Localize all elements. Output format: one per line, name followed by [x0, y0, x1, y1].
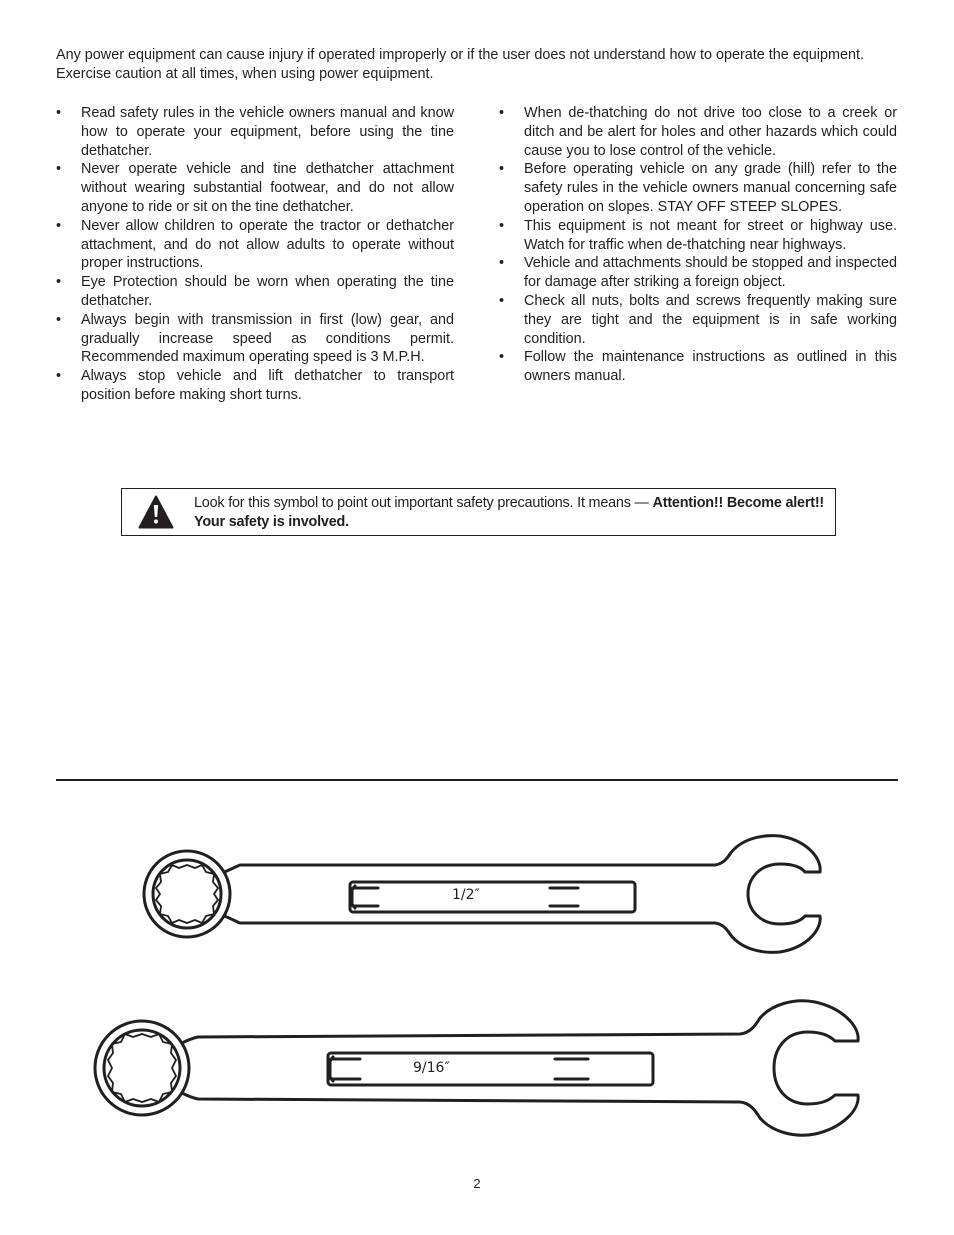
intro-paragraph: Any power equipment can cause injury if operated improperly or if the user does not understand how to operate the equipment. Exercise caution at all times, when using power equipment.	[56, 47, 864, 82]
wrench-size-label: 9/16″	[413, 1060, 450, 1076]
list-item: • Before operating vehicle on any grade (hill) refer to the safety rules in the vehicle owners manual concerning safe operation on slopes. STAY OFF STEEP SLOPES.	[499, 161, 897, 215]
list-item: • Check all nuts, bolts and screws frequently making sure they are tight and the equipment is in safe working condition.	[499, 292, 897, 347]
bullet: •	[56, 274, 62, 291]
safety-rules-left	[56, 104, 454, 405]
bullet: •	[499, 105, 505, 121]
warning-triangle-icon	[138, 495, 174, 529]
bullet: •	[56, 311, 62, 328]
list-item: • This equipment is not meant for street or highway use. Watch for traffic when de-thatching near highways.	[499, 217, 897, 253]
combination-wrench-icon	[90, 996, 866, 1144]
bullet: •	[499, 161, 505, 178]
list-item: • Vehicle and attachments should be stopped and inspected for damage after striking a foreign object.	[499, 255, 897, 291]
wrench-size-label: 1/2″	[452, 887, 480, 903]
list-item: • When de-thatching do not drive too close to a creek or ditch and be alert for holes and other hazards which could cause you to lose control of the vehicle.	[499, 105, 897, 159]
safety-alert-box	[121, 488, 836, 536]
bullet: •	[56, 161, 62, 178]
list-item: • Never allow children to operate the tractor or dethatcher attachment, and do not allow adults to operate without proper instructions.	[56, 217, 454, 272]
list-item: • Never operate vehicle and tine dethatcher attachment without wearing substantial footwear, and do not allow anyone to ride or sit on the tine dethatcher.	[56, 161, 454, 215]
combination-wrench-icon	[140, 832, 830, 956]
safety-rules-right	[499, 104, 897, 386]
list-item: • Read safety rules in the vehicle owners manual and know how to operate your equipment, before using the tine dethatcher.	[56, 105, 454, 159]
page-number: 2	[473, 1176, 481, 1191]
alert-bold-text: Attention!! Become alert!! Your safety is involved.	[194, 495, 825, 530]
alert-text: Look for this symbol to point out important safety precautions. It means — Attention!! Become alert!! Your safety is involved.	[194, 495, 825, 530]
bullet: •	[499, 349, 505, 366]
bullet: •	[56, 368, 62, 385]
bullet: •	[499, 255, 505, 272]
bullet: •	[56, 217, 62, 234]
divider	[56, 779, 898, 781]
bullet: •	[499, 292, 505, 309]
list-item: • Follow the maintenance instructions as outlined in this owners manual.	[499, 349, 897, 385]
bullet: •	[499, 217, 505, 234]
bullet: •	[56, 105, 62, 121]
list-item: • Always stop vehicle and lift dethatcher to transport position before making short turns.	[56, 368, 454, 403]
list-item: • Always begin with transmission in first (low) gear, and gradually increase speed as conditions permit. Recommended maximum operating speed is 3 M.P.H.	[56, 311, 454, 366]
list-item: • Eye Protection should be worn when operating the tine dethatcher.	[56, 274, 454, 309]
